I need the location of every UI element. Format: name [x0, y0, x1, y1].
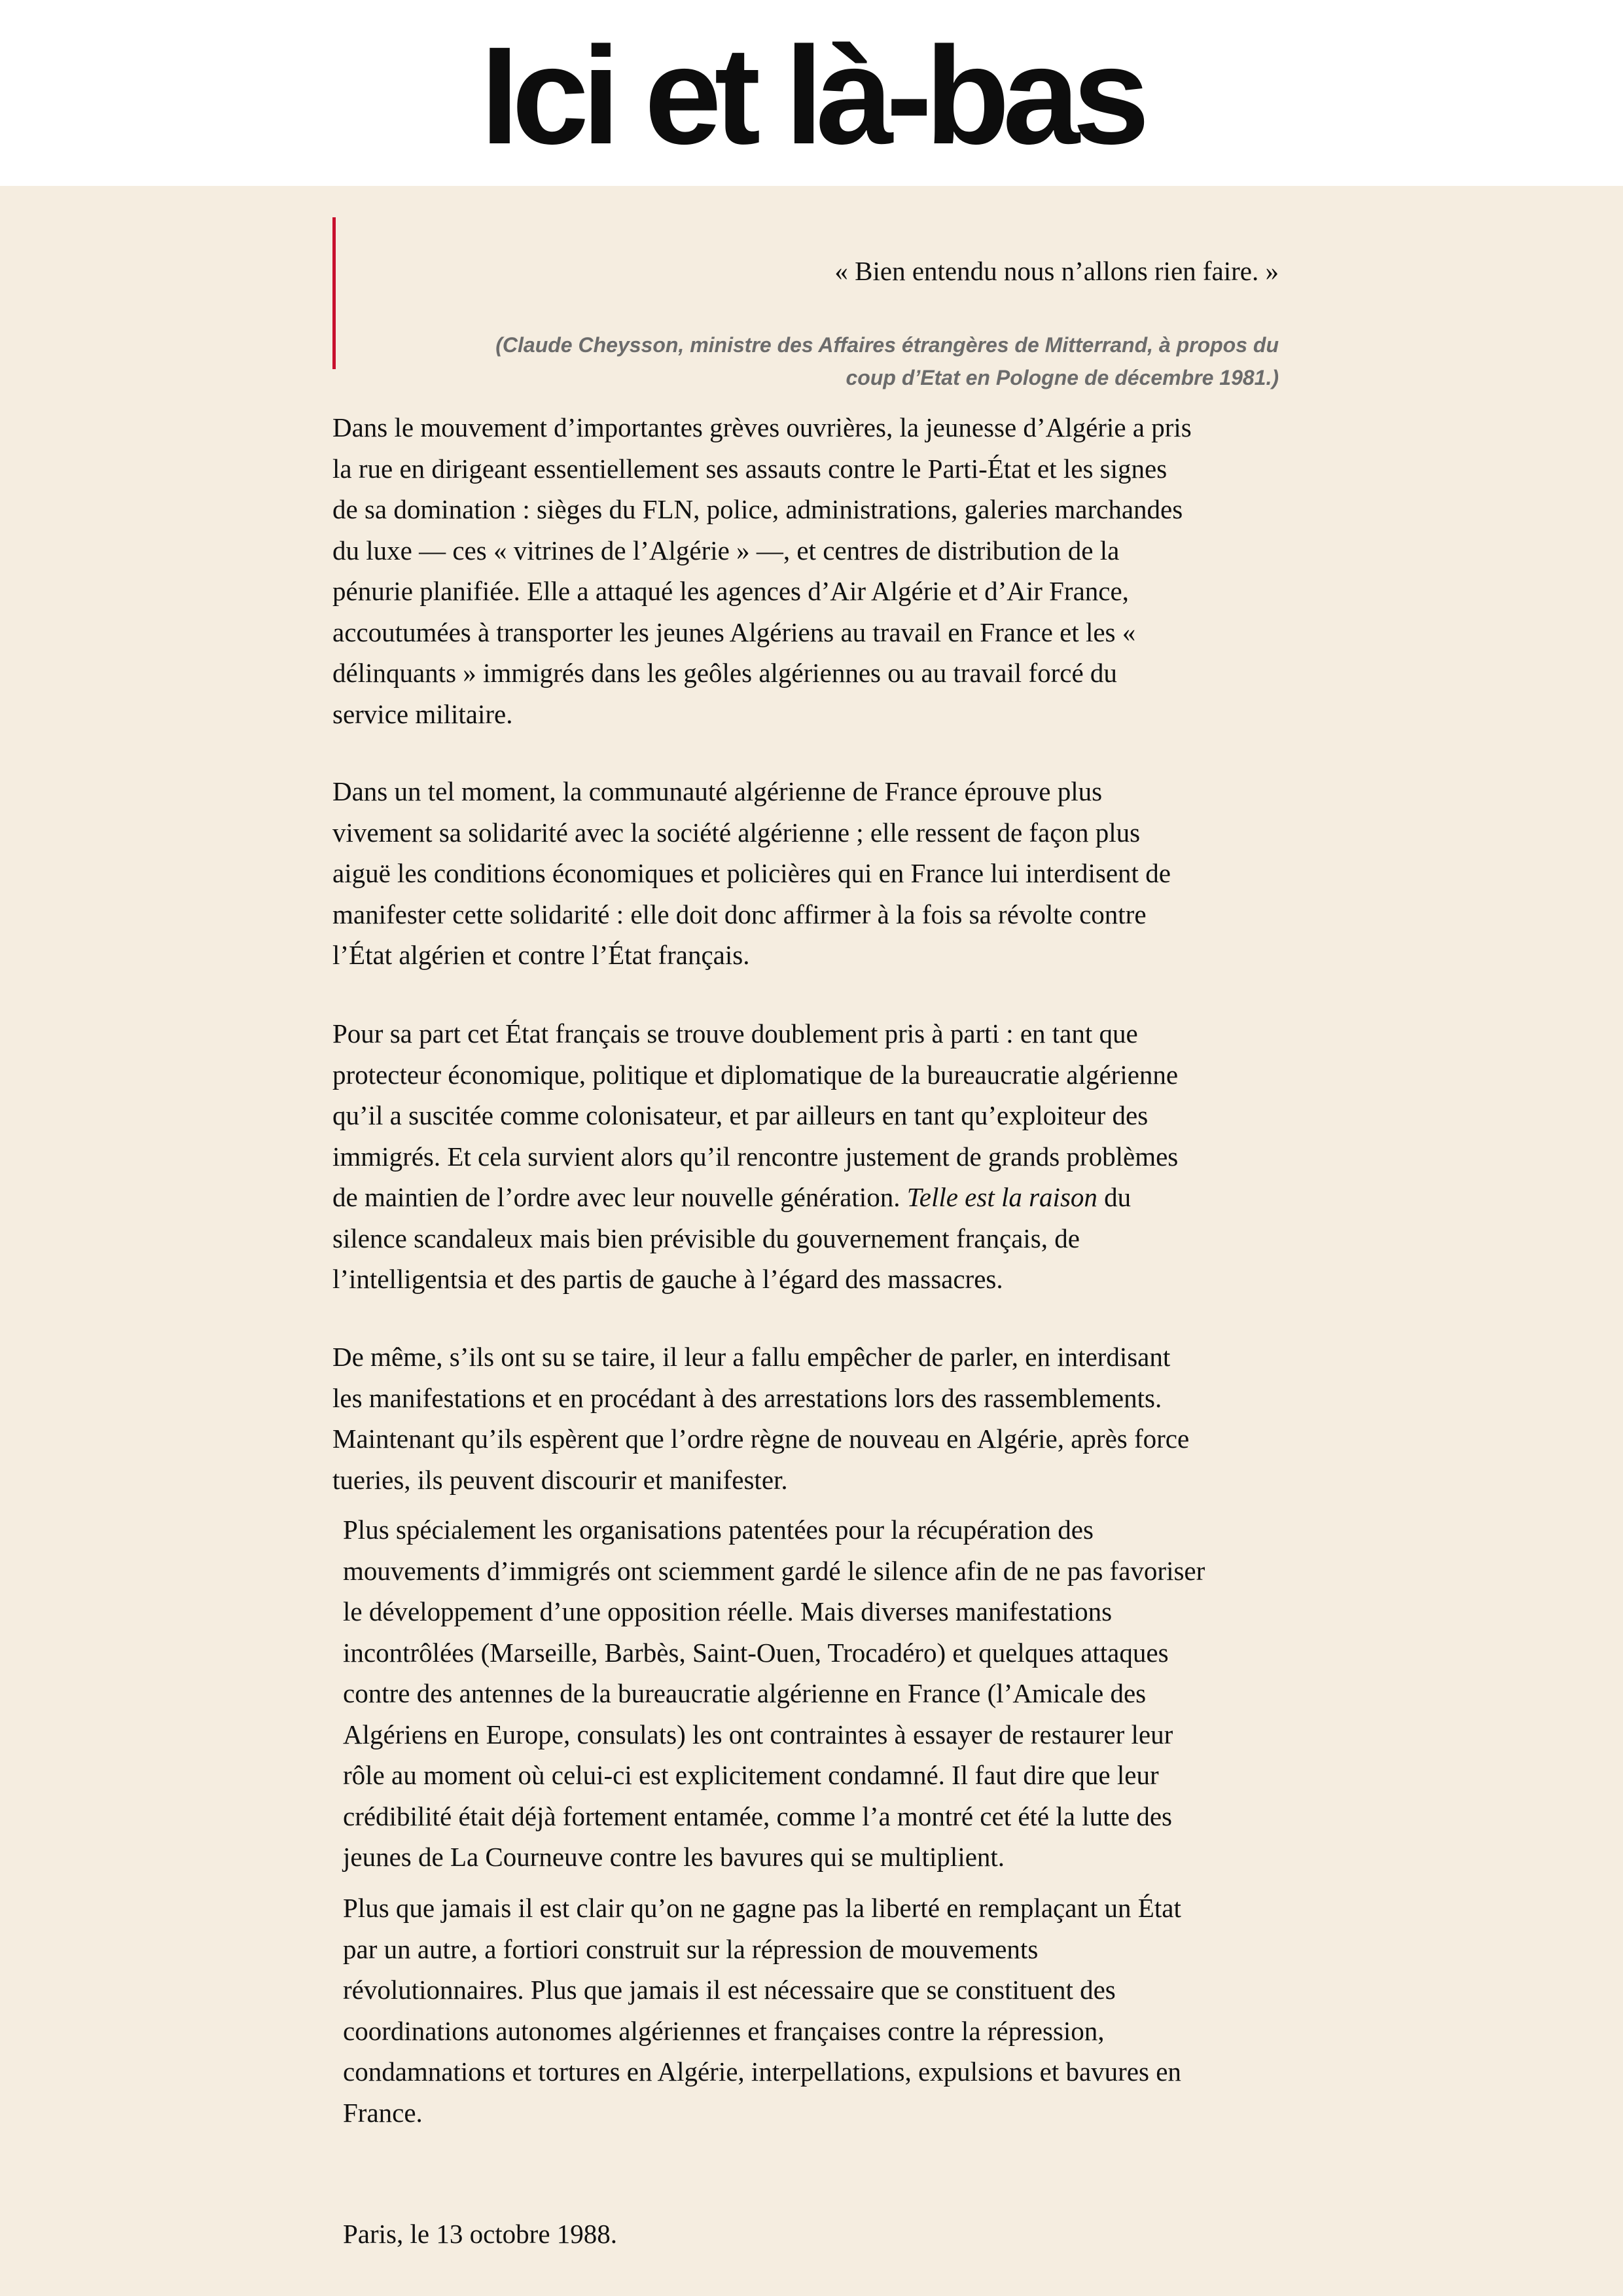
text-line: manifester cette solidarité : elle doit donc affirmer à la fois sa révolte contre — [332, 899, 1147, 929]
paragraph-6 — [343, 1888, 1181, 2133]
text-line: incontrôlées (Marseille, Barbès, Saint-Ouen, Trocadéro) et quelques attaques — [343, 1637, 1169, 1668]
text-line: service militaire. — [332, 698, 513, 729]
text-line: mouvements d’immigrés ont sciemment gardé le silence afin de ne pas favoriser — [343, 1555, 1205, 1586]
page-title: Ici et là-bas — [480, 18, 1143, 173]
text-line: rôle au moment où celui-ci est explicitement condamné. Il faut dire que leur — [343, 1760, 1159, 1790]
text-line: le développement d’une opposition réelle. Mais diverses manifestations — [343, 1596, 1113, 1626]
text-line: jeunes de La Courneuve contre les bavures qui se multiplient. — [343, 1842, 1005, 1872]
text-line: crédibilité était déjà fortement entamée, comme l’a montré cet été la lutte des — [343, 1801, 1172, 1831]
text-line: Plus que jamais il est clair qu’on ne gagne pas la liberté en remplaçant un État — [343, 1893, 1181, 1923]
text-line: De même, s’ils ont su se taire, il leur a fallu empêcher de parler, en interdisant — [332, 1342, 1171, 1372]
text-line: condamnations et tortures en Algérie, interpellations, expulsions et bavures en — [343, 2056, 1181, 2087]
text-line: de sa domination : sièges du FLN, police, administrations, galeries marchandes — [332, 494, 1183, 524]
text-line: Maintenant qu’ils espèrent que l’ordre règne de nouveau en Algérie, après force — [332, 1424, 1190, 1454]
text-line: Dans le mouvement d’importantes grèves ouvrières, la jeunesse d’Algérie a pris — [332, 412, 1192, 442]
text-line: Plus spécialement les organisations patentées pour la récupération des — [343, 1515, 1094, 1545]
text-line: Algériens en Europe, consulats) les ont contraintes à essayer de restaurer leur — [343, 1719, 1173, 1749]
paragraph-1 — [332, 407, 1192, 734]
epigraph-quote: « Bien entendu nous n’allons rien faire. » — [834, 256, 1279, 286]
paragraph-2 — [332, 771, 1171, 976]
text-line: pénurie planifiée. Elle a attaqué les agences d’Air Algérie et d’Air France, — [332, 576, 1129, 606]
text-line: silence scandaleux mais bien prévisible du gouvernement français, de — [332, 1223, 1080, 1253]
text-line: la rue en dirigeant essentiellement ses assauts contre le Parti-État et les signes — [332, 453, 1168, 484]
epigraph-source-line: coup d’Etat en Pologne de décembre 1981.) — [846, 366, 1279, 389]
text-line: les manifestations et en procédant à des arrestations lors des rassemblements. — [332, 1382, 1162, 1413]
text-line: accoutumées à transporter les jeunes Algériens au travail en France et les « — [332, 617, 1136, 647]
text-line: contre des antennes de la bureaucratie algérienne en France (l’Amicale des — [343, 1678, 1147, 1708]
text-line: immigrés. Et cela survient alors qu’il rencontre justement de grands problèmes — [332, 1141, 1179, 1172]
text-line: vivement sa solidarité avec la société algérienne ; elle ressent de façon plus — [332, 817, 1141, 848]
paragraph-3 — [332, 1013, 1178, 1300]
text-line: Paris, le 13 octobre 1988. — [343, 2219, 618, 2249]
text-line: par un autre, a fortiori construit sur la répression de mouvements — [343, 1933, 1039, 1964]
epigraph — [332, 217, 1283, 389]
masthead — [0, 0, 1623, 186]
article-body — [0, 186, 1623, 2296]
paragraph-4 — [332, 1336, 1189, 1500]
text-line-with-emphasis — [332, 1177, 1178, 1218]
epigraph-source-line: (Claude Cheysson, ministre des Affaires étrangères de Mitterrand, à propos du — [495, 333, 1279, 357]
text-line: protecteur économique, politique et diplomatique de la bureaucratie algérienne — [332, 1059, 1179, 1090]
signature-dateline — [343, 2214, 617, 2255]
text-line: coordinations autonomes algériennes et françaises contre la répression, — [343, 2015, 1105, 2046]
text-line: révolutionnaires. Plus que jamais il est nécessaire que se constituent des — [343, 1975, 1116, 2005]
text-line: tueries, ils peuvent discourir et manifester. — [332, 1464, 788, 1495]
epigraph-source — [495, 329, 1279, 394]
text-line: qu’il a suscitée comme colonisateur, et par ailleurs en tant qu’exploiteur des — [332, 1100, 1149, 1130]
paragraph-5 — [343, 1509, 1205, 1878]
text-line: délinquants » immigrés dans les geôles algériennes ou au travail forcé du — [332, 658, 1117, 688]
text-segment: du — [1097, 1182, 1132, 1212]
text-line: aiguë les conditions économiques et policières qui en France lui interdisent de — [332, 858, 1171, 888]
text-line: Pour sa part cet État français se trouve doublement pris à parti : en tant que — [332, 1018, 1138, 1049]
text-line: l’État algérien et contre l’État français. — [332, 940, 750, 970]
text-line: l’intelligentsia et des partis de gauche à l’égard des massacres. — [332, 1264, 1003, 1294]
text-line: Dans un tel moment, la communauté algérienne de France éprouve plus — [332, 776, 1103, 806]
text-line: du luxe — ces « vitrines de l’Algérie » —, et centres de distribution de la — [332, 535, 1120, 565]
text-segment: de maintien de l’ordre avec leur nouvelle génération. — [332, 1182, 901, 1212]
emphasis-text: Telle est la raison — [906, 1182, 1097, 1212]
text-line: France. — [343, 2097, 423, 2128]
